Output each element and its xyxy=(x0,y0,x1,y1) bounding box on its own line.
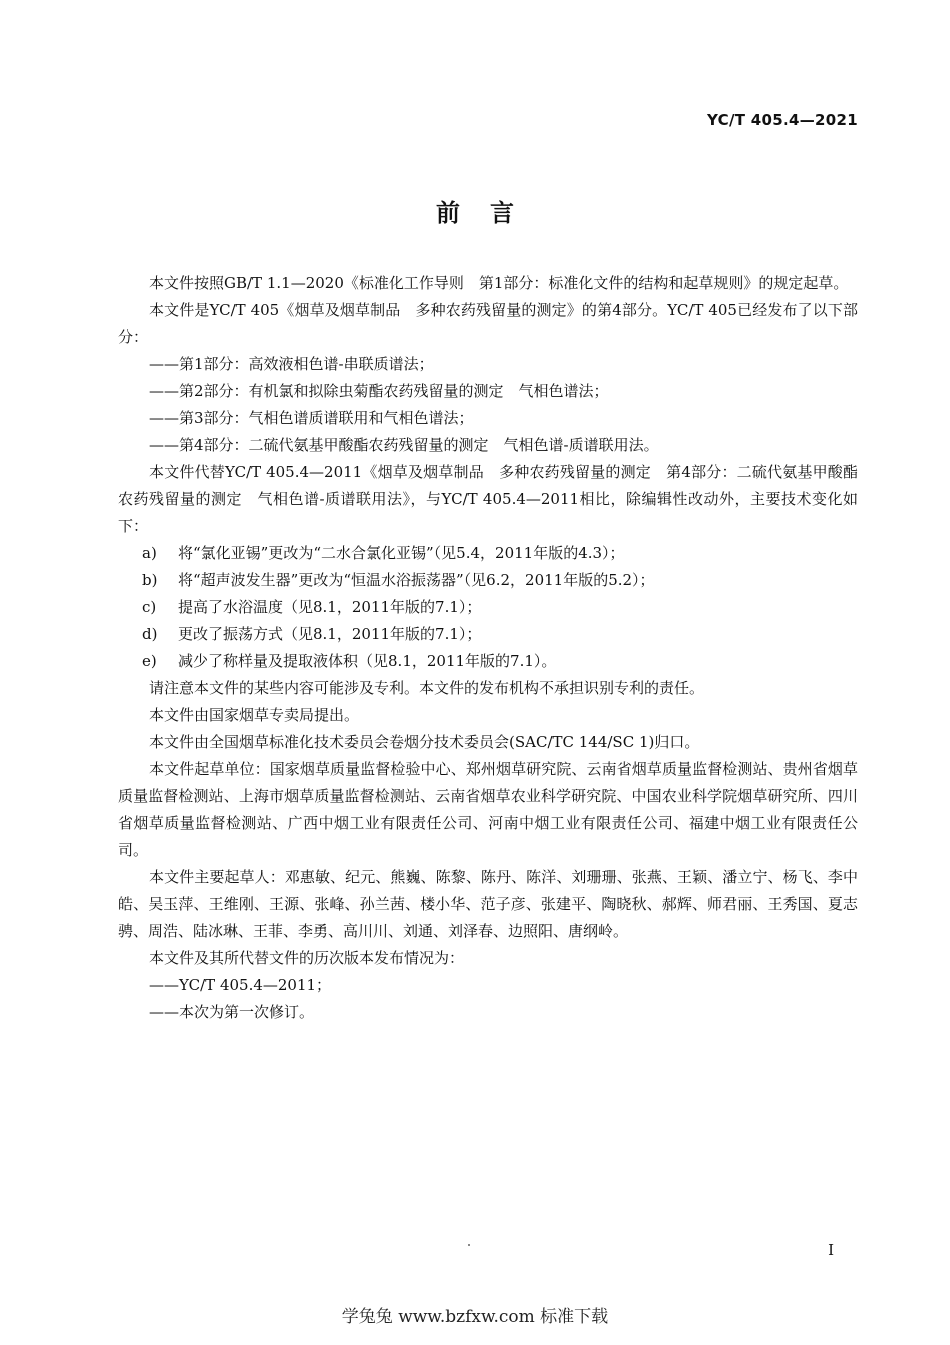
scan-dot xyxy=(468,1244,470,1246)
list-item-change xyxy=(118,621,858,648)
paragraph-patent-notice: 请注意本文件的某些内容可能涉及专利。本文件的发布机构不承担识别专利的责任。 xyxy=(149,679,705,697)
list-item-part: ——第2部分：有机氯和拟除虫菊酯农药残留量的测定 气相色谱法； xyxy=(149,382,609,400)
document-code: YC/T 405.4—2021 xyxy=(707,111,858,129)
list-item-change xyxy=(118,594,858,621)
paragraph-proposer: 本文件由国家烟草专卖局提出。 xyxy=(149,706,360,724)
list-item-letter: e) xyxy=(142,652,157,670)
footer-watermark: 学兔兔 www.bzfxw.com 标准下载 xyxy=(341,1307,609,1327)
list-item-text: 更改了振荡方式（见8.1，2011年版的7.1）； xyxy=(178,625,482,643)
list-item-letter: d) xyxy=(142,625,158,643)
list-item-change xyxy=(118,567,858,594)
list-item-text: 提高了水浴温度（见8.1，2011年版的7.1）； xyxy=(178,598,482,616)
list-item-history: ——YC/T 405.4—2011； xyxy=(149,976,332,994)
list-item-letter: a) xyxy=(142,544,157,562)
paragraph-series-intro: 本文件是YC/T 405《烟草及烟草制品 多种农药残留量的测定》的第4部分。YC/T 405已经发布了以下部分： xyxy=(118,301,858,346)
list-item-change xyxy=(118,648,858,675)
page-number: I xyxy=(828,1241,834,1259)
paragraph-drafting-units: 本文件起草单位：国家烟草质量监督检验中心、郑州烟草研究院、云南省烟草质量监督检测站、贵州省烟草质量监督检测站、上海市烟草质量监督检测站、云南省烟草农业科学研究院、中国农业科学院烟草研究所、四川省烟草质量监督检测站、广西中烟工业有限责任公司、河南中烟工业有限责任公司、福建中烟工业有限责任公司。 xyxy=(118,760,858,859)
list-item-change xyxy=(118,540,858,567)
list-item-text: 减少了称样量及提取液体积（见8.1，2011年版的7.1）。 xyxy=(178,652,557,670)
paragraph-drafting-basis: 本文件按照GB/T 1.1—2020《标准化工作导则 第1部分：标准化文件的结构和起草规则》的规定起草。 xyxy=(149,274,849,292)
list-item-part: ——第4部分：二硫代氨基甲酸酯农药残留量的测定 气相色谱-质谱联用法。 xyxy=(149,436,659,454)
list-item-letter: c) xyxy=(142,598,157,616)
paragraph-committee: 本文件由全国烟草标准化技术委员会卷烟分技术委员会(SAC/TC 144/SC 1)归口。 xyxy=(149,733,700,751)
page-title: 前言 xyxy=(436,199,544,227)
list-item-part: ——第3部分：气相色谱质谱联用和气相色谱法； xyxy=(149,409,474,427)
paragraph-drafters: 本文件主要起草人：邓惠敏、纪元、熊巍、陈黎、陈丹、陈洋、刘珊珊、张燕、王颖、潘立宁、杨飞、李中皓、吴玉萍、王维刚、王源、张峰、孙兰茜、楼小华、范子彦、张建平、陶晓秋、郝辉、师君丽、王秀国、夏志骋、周浩、陆冰琳、王菲、李勇、高川川、刘通、刘泽春、边照阳、唐纲岭。 xyxy=(118,868,858,940)
list-item-text: 将“超声波发生器”更改为“恒温水浴振荡器”（见6.2，2011年版的5.2）； xyxy=(178,571,655,589)
paragraph-history-intro: 本文件及其所代替文件的历次版本发布情况为： xyxy=(149,949,465,967)
list-item-letter: b) xyxy=(142,571,158,589)
list-item-text: 将“氯化亚锡”更改为“二水合氯化亚锡”（见5.4，2011年版的4.3）； xyxy=(178,544,625,562)
paragraph-replacement: 本文件代替YC/T 405.4—2011《烟草及烟草制品 多种农药残留量的测定 第4部分：二硫代氨基甲酸酯农药残留量的测定 气相色谱-质谱联用法》，与YC/T 405.4—2011相比，除编辑性改动外，主要技术变化如下： xyxy=(118,463,858,535)
list-item-part: ——第1部分：高效液相色谱-串联质谱法； xyxy=(149,355,434,373)
list-item-history: ——本次为第一次修订。 xyxy=(149,1003,315,1021)
foreword-body xyxy=(118,270,858,1026)
